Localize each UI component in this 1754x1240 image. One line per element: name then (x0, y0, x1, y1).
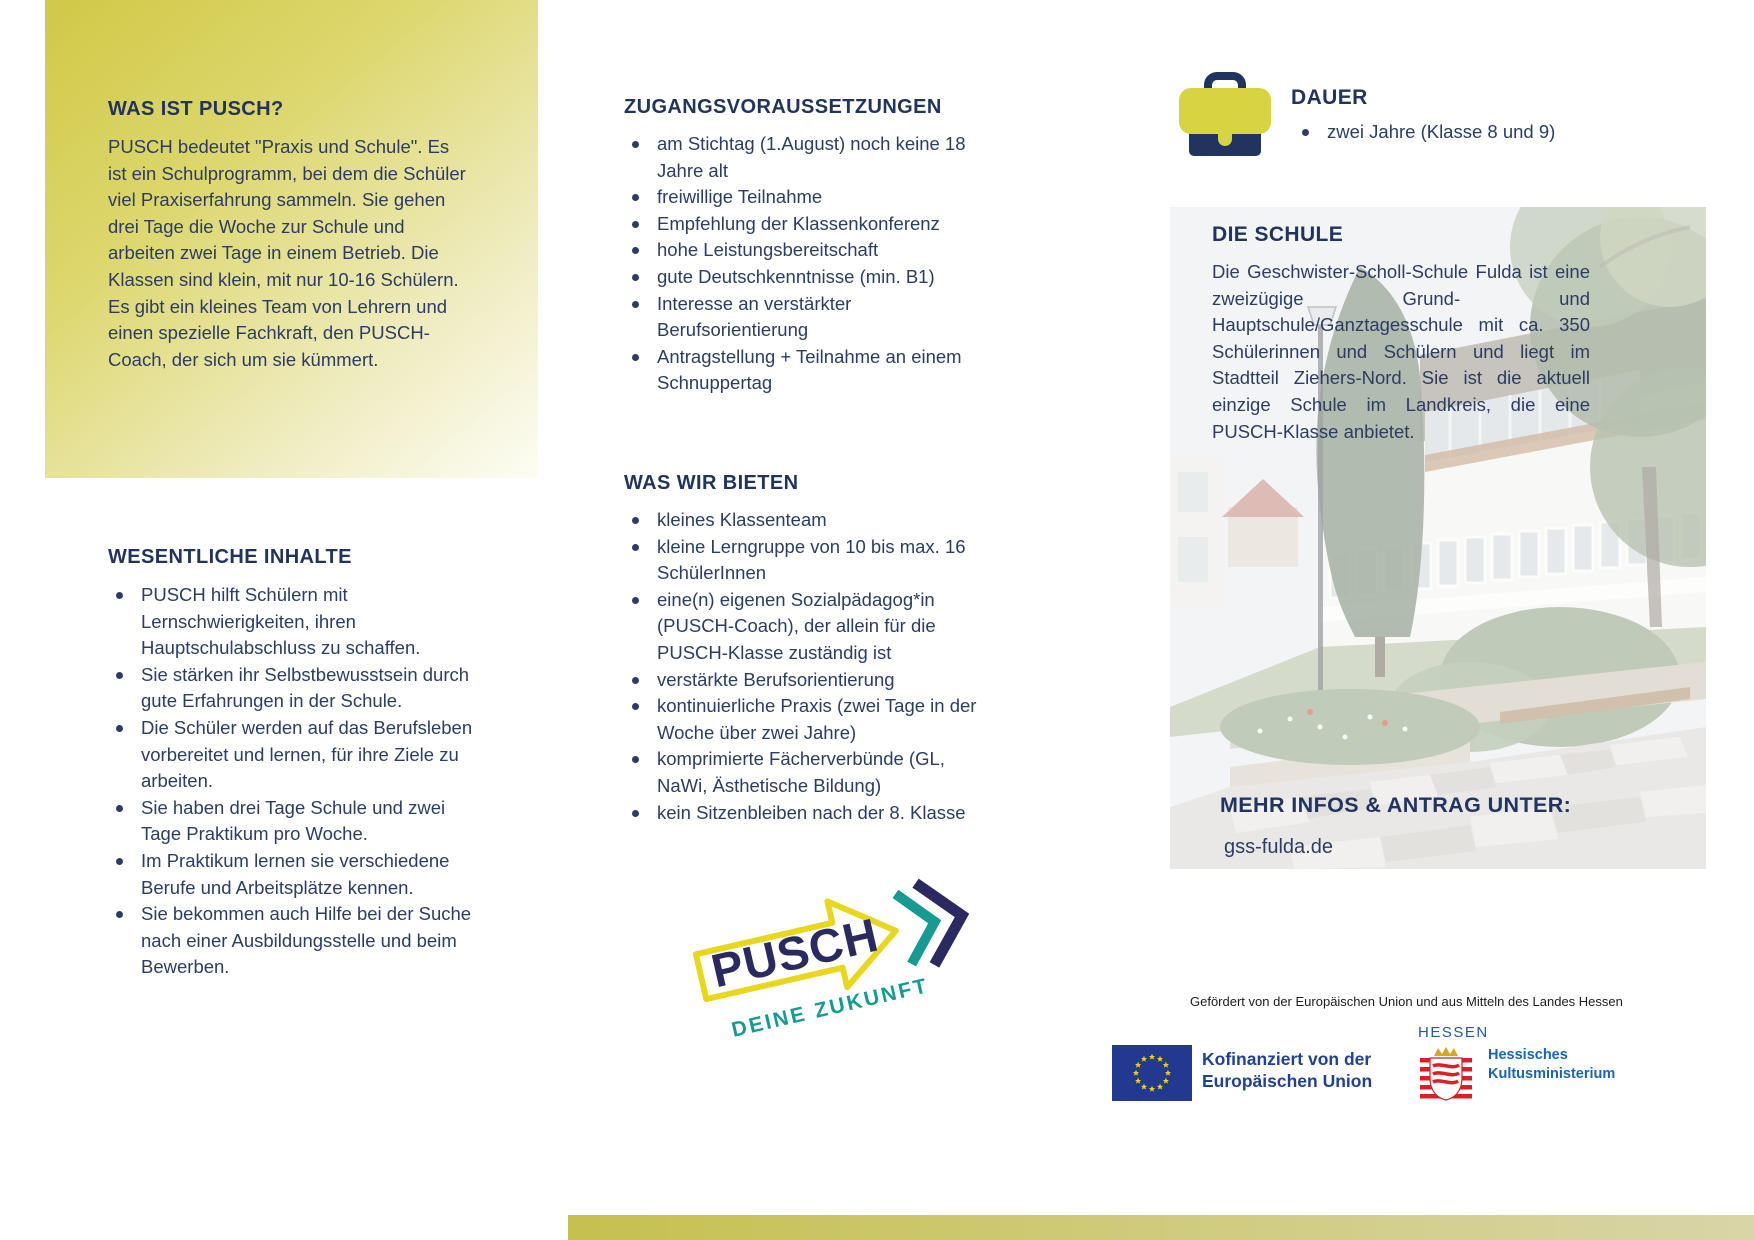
section-heading-dauer: DAUER (1291, 86, 1368, 109)
list-item: PUSCH hilft Schülern mit Lernschwierigkeiten, ihren Hauptschulabschluss zu schaffen. (108, 582, 486, 662)
section-heading-zugangsvoraussetzungen: ZUGANGSVORAUSSETZUNGEN (624, 96, 942, 118)
school-paragraph: Die Geschwister-Scholl-Schule Fulda ist eine zweizügige Grund- und Hauptschule/Ganztagesschule mit ca. 350 Schülerinnen und Schülern und liegt im Stadtteil Ziehers-Nord. Sie ist die aktuell einzige Schule im Landkreis, die eine PUSCH-Klasse anbietet. (1212, 261, 1590, 442)
bottom-accent-strip (568, 1215, 1754, 1240)
briefcase-icon (1175, 70, 1275, 162)
hessen-label: HESSEN (1418, 1024, 1489, 1041)
eu-flag-icon (1112, 1045, 1192, 1101)
list-item: Sie stärken ihr Selbstbewusstsein durch gute Erfahrungen in der Schule. (108, 662, 486, 715)
list-item: Sie bekommen auch Hilfe bei der Suche nach einer Ausbildungsstelle und beim Bewerben. (108, 901, 486, 981)
list-item: gute Deutschkenntnisse (min. B1) (624, 264, 996, 291)
list-item: Die Schüler werden auf das Berufsleben vorbereitet und lernen, für ihre Ziele zu arbeiten. (108, 715, 486, 795)
list-item: am Stichtag (1.August) noch keine 18 Jahre alt (624, 131, 996, 184)
pusch-logo-graphic (688, 872, 974, 1042)
list-item: freiwillige Teilnahme (624, 184, 996, 211)
essentials-list (108, 582, 486, 981)
school-photo-panel (1170, 207, 1706, 869)
list-item: komprimierte Fächerverbünde (GL, NaWi, Ästhetische Bildung) (624, 746, 996, 799)
hessen-coat-of-arms-icon (1420, 1044, 1472, 1102)
list-item: Interesse an verstärkter Berufsorientierung (624, 291, 996, 344)
more-info-heading: MEHR INFOS & ANTRAG UNTER: (1220, 793, 1572, 817)
list-item: zwei Jahre (Klasse 8 und 9) (1294, 119, 1624, 146)
funding-note: Gefördert von der Europäischen Union und aus Mitteln des Landes Hessen (1190, 994, 1623, 1009)
offer-list (624, 507, 996, 826)
list-item: Antragstellung + Teilnahme an einem Schnuppertag (624, 344, 996, 397)
list-item: kein Sitzenbleiben nach der 8. Klasse (624, 800, 996, 827)
section-heading-wesentliche-inhalte: WESENTLICHE INHALTE (108, 546, 352, 568)
section-heading-was-ist-pusch: WAS IST PUSCH? (108, 98, 284, 120)
pusch-wordmark: PUSCH (706, 907, 884, 998)
pusch-logo (688, 872, 974, 1042)
list-item: kleines Klassenteam (624, 507, 996, 534)
list-item: eine(n) eigenen Sozialpädagog*in (PUSCH-Coach), der allein für die PUSCH-Klasse zuständig ist (624, 587, 996, 667)
list-item: hohe Leistungsbereitschaft (624, 237, 996, 264)
intro-highlight-box (45, 0, 538, 478)
list-item: verstärkte Berufsorientierung (624, 667, 996, 694)
list-item: Empfehlung der Klassenkonferenz (624, 211, 996, 238)
list-item: Im Praktikum lernen sie verschiedene Berufe und Arbeitsplätze kennen. (108, 848, 486, 901)
hessen-ministry-label: Hessisches Kultusministerium (1488, 1047, 1616, 1082)
section-heading-die-schule: DIE SCHULE (1212, 223, 1344, 246)
intro-paragraph: PUSCH bedeutet "Praxis und Schule". Es ist ein Schulprogramm, bei dem die Schüler viel Praxiserfahrung sammeln. Sie gehen drei Tage die Woche zur Schule und arbeiten zwei Tage in einem Betrieb. Die Klassen sind klein, mit nur 10-16 Schülern. Es gibt ein kleines Team von Lehrern und einen spezielle Fachkraft, den PUSCH-Coach, der sich um sie kümmert. (108, 136, 466, 370)
pusch-tagline: DEINE ZUKUNFT (729, 974, 932, 1042)
list-item: kontinuierliche Praxis (zwei Tage in der Woche über zwei Jahre) (624, 693, 996, 746)
school-website-link[interactable]: gss-fulda.de (1224, 836, 1333, 858)
list-item: Sie haben drei Tage Schule und zwei Tage Praktikum pro Woche. (108, 795, 486, 848)
eu-cofinance-label: Kofinanziert von der Europäischen Union (1202, 1049, 1373, 1091)
list-item: kleine Lerngruppe von 10 bis max. 16 SchülerInnen (624, 534, 996, 587)
section-heading-was-wir-bieten: WAS WIR BIETEN (624, 472, 799, 494)
requirements-list (624, 131, 996, 397)
duration-list (1294, 119, 1624, 146)
